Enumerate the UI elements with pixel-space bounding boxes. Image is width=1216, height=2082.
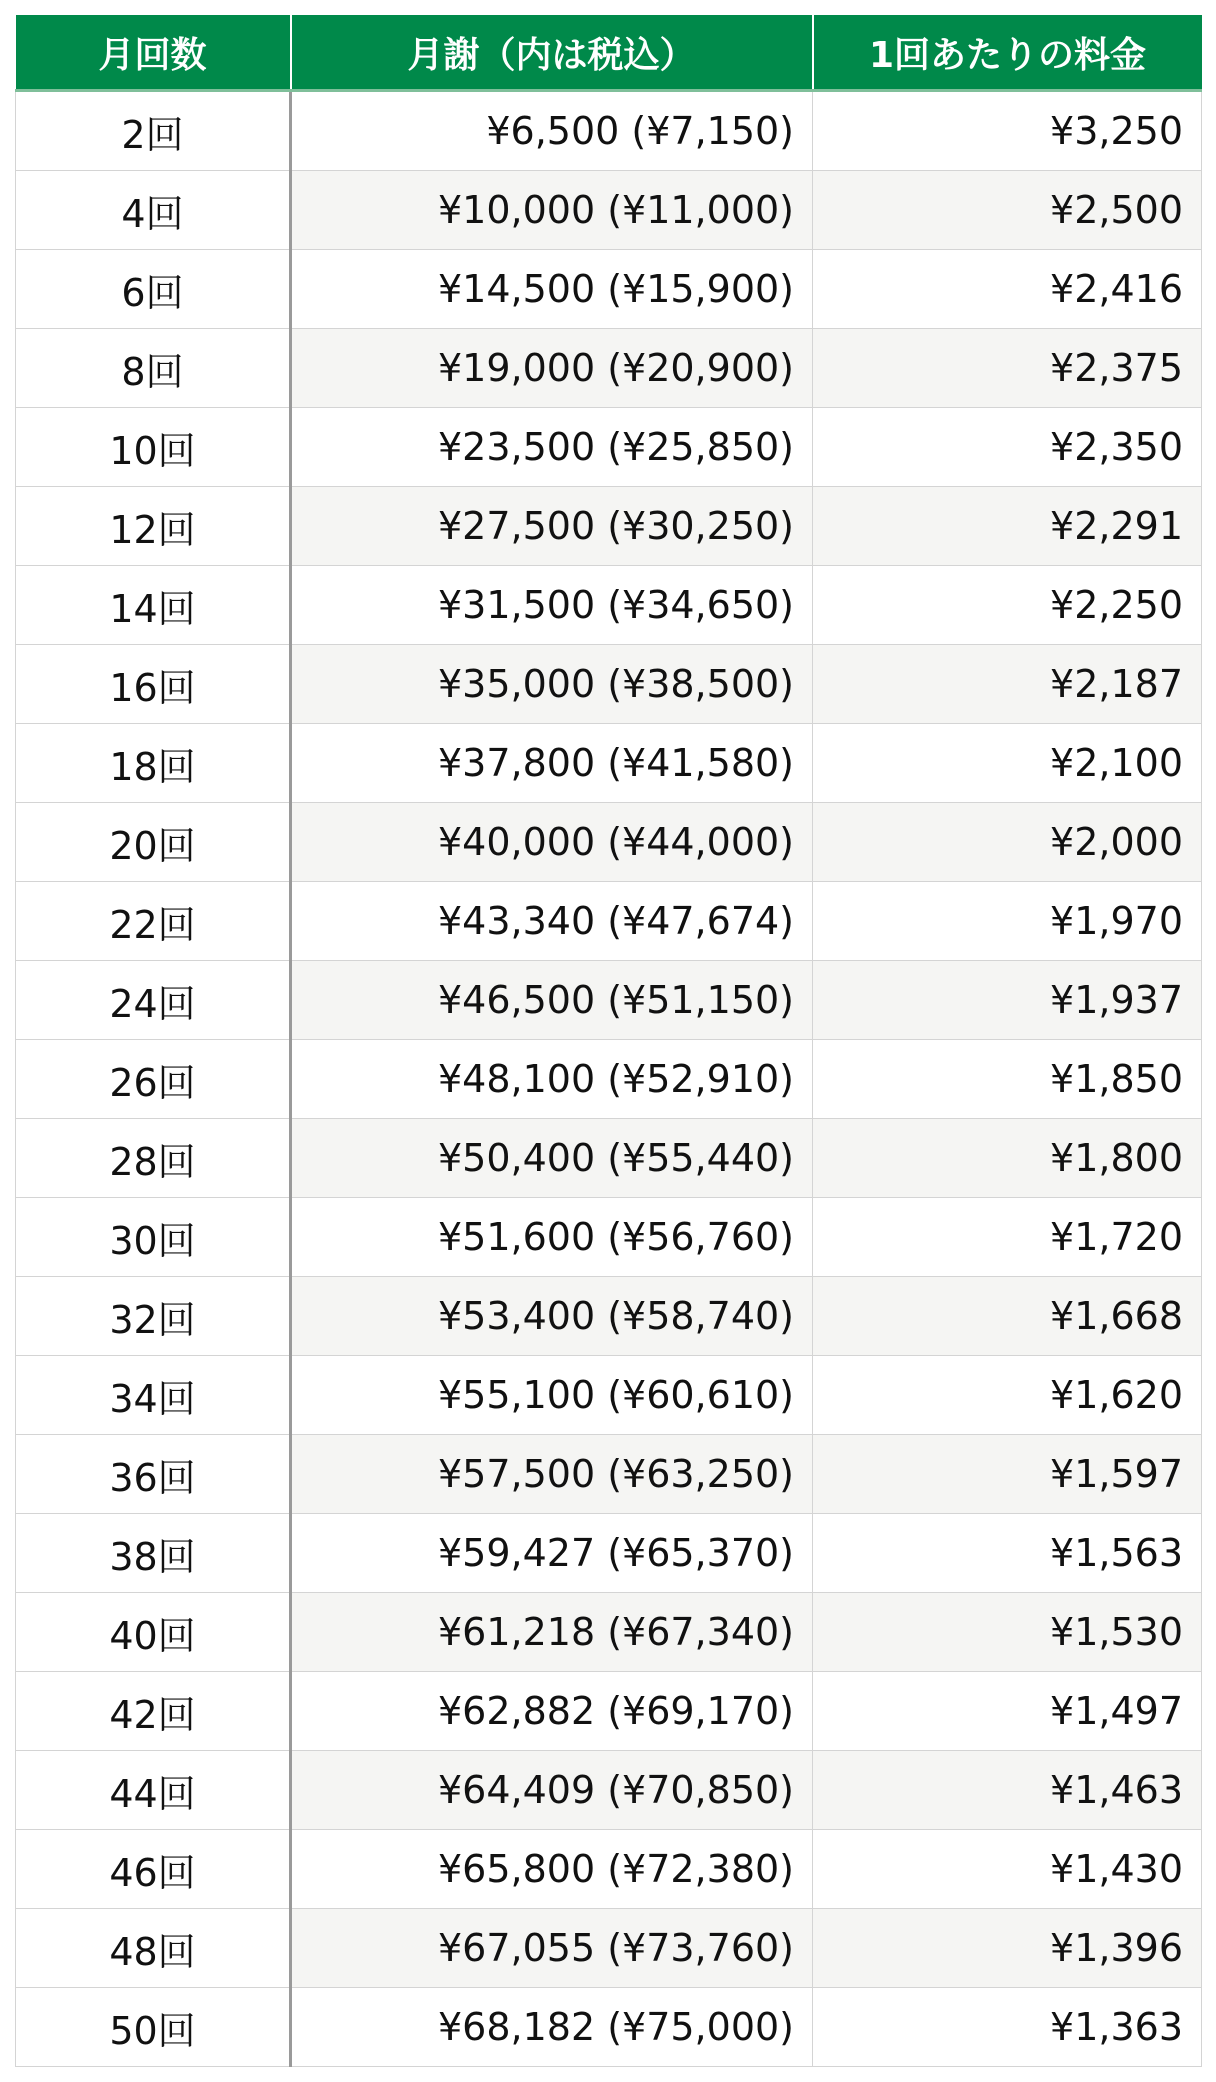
cell-monthly-fee: ¥10,000 (¥11,000) xyxy=(291,171,813,250)
table-row xyxy=(16,882,1202,961)
cell-per-lesson-fee: ¥2,416 xyxy=(813,250,1202,329)
cell-lesson-count: 38回 xyxy=(16,1514,291,1593)
table-body xyxy=(16,91,1202,2067)
table-row xyxy=(16,1909,1202,1988)
cell-monthly-fee: ¥35,000 (¥38,500) xyxy=(291,645,813,724)
cell-lesson-count: 34回 xyxy=(16,1356,291,1435)
cell-monthly-fee: ¥61,218 (¥67,340) xyxy=(291,1593,813,1672)
table-row xyxy=(16,1514,1202,1593)
table-row xyxy=(16,1751,1202,1830)
cell-lesson-count: 8回 xyxy=(16,329,291,408)
cell-lesson-count: 46回 xyxy=(16,1830,291,1909)
header-monthly-count: 月回数 xyxy=(16,15,291,91)
table-header xyxy=(16,15,1202,91)
table-row xyxy=(16,487,1202,566)
table-row xyxy=(16,1277,1202,1356)
cell-monthly-fee: ¥48,100 (¥52,910) xyxy=(291,1040,813,1119)
cell-lesson-count: 2回 xyxy=(16,91,291,171)
cell-per-lesson-fee: ¥1,850 xyxy=(813,1040,1202,1119)
header-row xyxy=(16,15,1202,91)
table-row xyxy=(16,724,1202,803)
table-row xyxy=(16,1672,1202,1751)
cell-monthly-fee: ¥27,500 (¥30,250) xyxy=(291,487,813,566)
table-row xyxy=(16,1435,1202,1514)
table-row xyxy=(16,91,1202,171)
cell-lesson-count: 14回 xyxy=(16,566,291,645)
price-table xyxy=(15,15,1202,2067)
cell-monthly-fee: ¥65,800 (¥72,380) xyxy=(291,1830,813,1909)
cell-per-lesson-fee: ¥2,500 xyxy=(813,171,1202,250)
cell-per-lesson-fee: ¥1,668 xyxy=(813,1277,1202,1356)
header-per-lesson-fee: 1回あたりの料金 xyxy=(813,15,1202,91)
table-row xyxy=(16,171,1202,250)
table-row xyxy=(16,250,1202,329)
cell-lesson-count: 10回 xyxy=(16,408,291,487)
cell-lesson-count: 42回 xyxy=(16,1672,291,1751)
table-row xyxy=(16,1040,1202,1119)
price-table-container xyxy=(15,15,1201,2067)
cell-per-lesson-fee: ¥1,530 xyxy=(813,1593,1202,1672)
cell-monthly-fee: ¥55,100 (¥60,610) xyxy=(291,1356,813,1435)
cell-per-lesson-fee: ¥1,497 xyxy=(813,1672,1202,1751)
cell-per-lesson-fee: ¥1,970 xyxy=(813,882,1202,961)
cell-monthly-fee: ¥31,500 (¥34,650) xyxy=(291,566,813,645)
cell-lesson-count: 44回 xyxy=(16,1751,291,1830)
cell-monthly-fee: ¥57,500 (¥63,250) xyxy=(291,1435,813,1514)
cell-per-lesson-fee: ¥1,463 xyxy=(813,1751,1202,1830)
cell-lesson-count: 12回 xyxy=(16,487,291,566)
table-row xyxy=(16,408,1202,487)
cell-monthly-fee: ¥6,500 (¥7,150) xyxy=(291,91,813,171)
cell-per-lesson-fee: ¥1,396 xyxy=(813,1909,1202,1988)
cell-monthly-fee: ¥51,600 (¥56,760) xyxy=(291,1198,813,1277)
cell-monthly-fee: ¥43,340 (¥47,674) xyxy=(291,882,813,961)
table-row xyxy=(16,1593,1202,1672)
cell-lesson-count: 6回 xyxy=(16,250,291,329)
cell-monthly-fee: ¥23,500 (¥25,850) xyxy=(291,408,813,487)
cell-per-lesson-fee: ¥2,291 xyxy=(813,487,1202,566)
cell-per-lesson-fee: ¥2,375 xyxy=(813,329,1202,408)
cell-lesson-count: 22回 xyxy=(16,882,291,961)
cell-per-lesson-fee: ¥2,000 xyxy=(813,803,1202,882)
cell-monthly-fee: ¥67,055 (¥73,760) xyxy=(291,1909,813,1988)
table-row xyxy=(16,1830,1202,1909)
cell-per-lesson-fee: ¥2,187 xyxy=(813,645,1202,724)
cell-per-lesson-fee: ¥1,563 xyxy=(813,1514,1202,1593)
cell-per-lesson-fee: ¥1,937 xyxy=(813,961,1202,1040)
cell-lesson-count: 30回 xyxy=(16,1198,291,1277)
table-row xyxy=(16,645,1202,724)
cell-monthly-fee: ¥19,000 (¥20,900) xyxy=(291,329,813,408)
cell-monthly-fee: ¥64,409 (¥70,850) xyxy=(291,1751,813,1830)
table-row xyxy=(16,566,1202,645)
cell-per-lesson-fee: ¥2,250 xyxy=(813,566,1202,645)
cell-lesson-count: 18回 xyxy=(16,724,291,803)
cell-per-lesson-fee: ¥1,800 xyxy=(813,1119,1202,1198)
table-row xyxy=(16,961,1202,1040)
cell-lesson-count: 24回 xyxy=(16,961,291,1040)
cell-monthly-fee: ¥46,500 (¥51,150) xyxy=(291,961,813,1040)
table-row xyxy=(16,1198,1202,1277)
cell-per-lesson-fee: ¥1,597 xyxy=(813,1435,1202,1514)
cell-per-lesson-fee: ¥1,363 xyxy=(813,1988,1202,2067)
cell-per-lesson-fee: ¥1,430 xyxy=(813,1830,1202,1909)
cell-lesson-count: 16回 xyxy=(16,645,291,724)
cell-lesson-count: 50回 xyxy=(16,1988,291,2067)
cell-monthly-fee: ¥37,800 (¥41,580) xyxy=(291,724,813,803)
cell-lesson-count: 48回 xyxy=(16,1909,291,1988)
cell-monthly-fee: ¥40,000 (¥44,000) xyxy=(291,803,813,882)
cell-per-lesson-fee: ¥2,100 xyxy=(813,724,1202,803)
cell-lesson-count: 28回 xyxy=(16,1119,291,1198)
cell-monthly-fee: ¥62,882 (¥69,170) xyxy=(291,1672,813,1751)
cell-per-lesson-fee: ¥1,720 xyxy=(813,1198,1202,1277)
cell-per-lesson-fee: ¥3,250 xyxy=(813,91,1202,171)
cell-monthly-fee: ¥14,500 (¥15,900) xyxy=(291,250,813,329)
cell-monthly-fee: ¥53,400 (¥58,740) xyxy=(291,1277,813,1356)
table-row xyxy=(16,1988,1202,2067)
cell-lesson-count: 26回 xyxy=(16,1040,291,1119)
cell-per-lesson-fee: ¥2,350 xyxy=(813,408,1202,487)
cell-lesson-count: 4回 xyxy=(16,171,291,250)
table-row xyxy=(16,329,1202,408)
header-monthly-fee: 月謝（内は税込） xyxy=(291,15,813,91)
cell-lesson-count: 40回 xyxy=(16,1593,291,1672)
table-row xyxy=(16,1356,1202,1435)
cell-lesson-count: 20回 xyxy=(16,803,291,882)
cell-lesson-count: 36回 xyxy=(16,1435,291,1514)
table-row xyxy=(16,803,1202,882)
cell-monthly-fee: ¥59,427 (¥65,370) xyxy=(291,1514,813,1593)
table-row xyxy=(16,1119,1202,1198)
cell-monthly-fee: ¥68,182 (¥75,000) xyxy=(291,1988,813,2067)
cell-lesson-count: 32回 xyxy=(16,1277,291,1356)
cell-monthly-fee: ¥50,400 (¥55,440) xyxy=(291,1119,813,1198)
cell-per-lesson-fee: ¥1,620 xyxy=(813,1356,1202,1435)
